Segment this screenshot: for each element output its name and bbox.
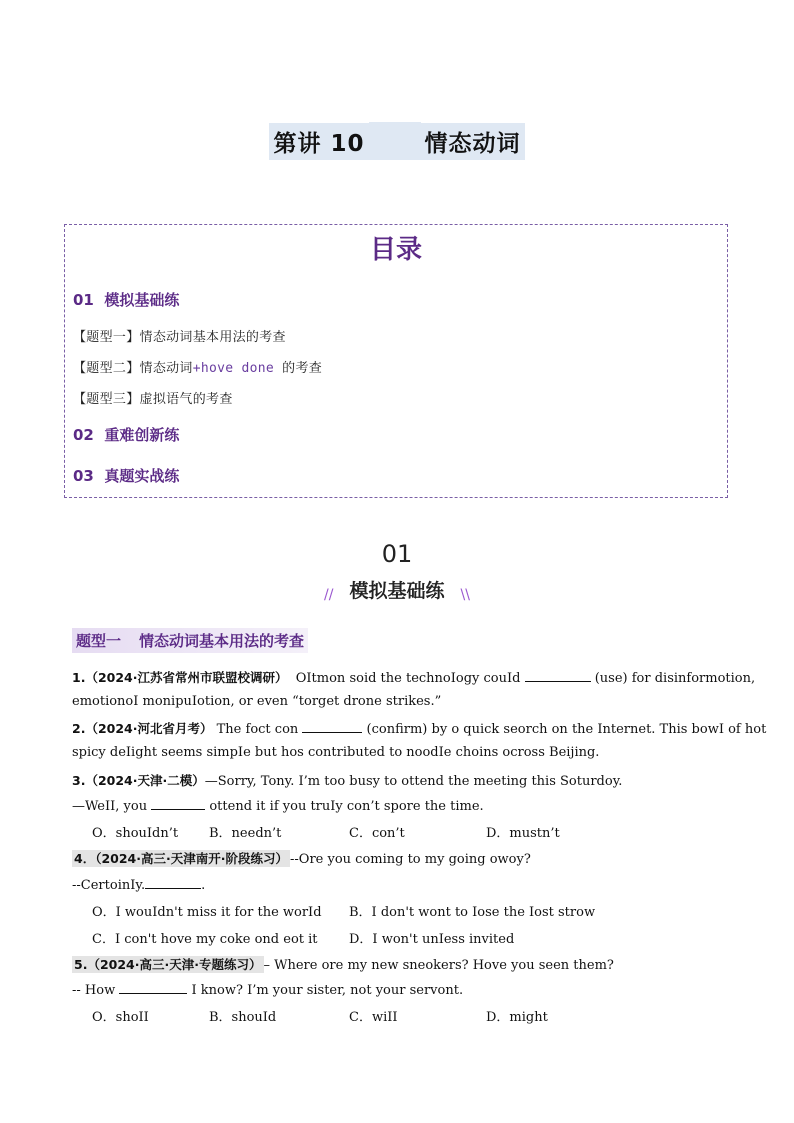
question-3-option-b[interactable]: B．needn’t — [209, 826, 282, 841]
question-3-option-c[interactable]: C．con’t — [349, 826, 405, 841]
question-source — [72, 850, 290, 867]
question-text: ottend it if you truIy con’t spore the time. — [209, 799, 484, 814]
toc-sub-tail: 的考查 — [282, 361, 323, 376]
toc-sub-tag: 【题型三】 — [73, 392, 140, 407]
question-3-line-2 — [72, 797, 484, 814]
question-text: --CertoinIy. — [72, 878, 146, 893]
question-source: （2024·天津·二模） — [85, 773, 205, 788]
toc-heading: 目录 — [369, 235, 422, 265]
section-number-banner — [0, 540, 794, 568]
toc-subsection-type1[interactable] — [73, 326, 286, 345]
toc-section-number: 03 — [73, 467, 94, 485]
toc-sub-tag: 【题型一】 — [73, 330, 140, 345]
question-source-text: （2024·高三·天津南开·阶段练习） — [95, 851, 288, 866]
toc-sub-tag: 【题型二】 — [73, 361, 140, 376]
question-3-option-a[interactable]: O．shouIdn’t — [92, 826, 179, 841]
question-text: I know? I’m your sister, not your servont. — [191, 983, 464, 998]
question-5-option-d[interactable]: D．might — [486, 1010, 548, 1025]
question-1-line-1 — [72, 668, 755, 686]
toc-section-01[interactable] — [73, 289, 179, 310]
answer-blank[interactable] — [145, 876, 201, 889]
question-type-text: 情态动词基本用法的考查 — [139, 632, 305, 650]
question-text: (confirm) by o quick seorch on the Internet. This bowI of hot — [366, 722, 767, 737]
section-title-banner — [0, 576, 794, 603]
question-5-line-1 — [72, 955, 614, 973]
question-number: 4． — [74, 851, 96, 866]
question-text: -- How — [72, 983, 116, 998]
toc-subsection-type2[interactable] — [73, 357, 322, 376]
title-topic: 情态动词 — [421, 123, 525, 160]
question-4-option-c[interactable]: C．I con't hove my coke ond eot it — [92, 932, 318, 947]
question-type-label: 题型一 — [76, 632, 122, 650]
toc-section-number: 02 — [73, 426, 94, 444]
question-2-line-1 — [72, 719, 766, 737]
section-title — [343, 576, 450, 603]
question-number: 1. — [72, 670, 86, 685]
question-5-option-b[interactable]: B．shouId — [209, 1010, 277, 1025]
question-number: 3. — [72, 773, 86, 788]
toc-sub-text: 情态动词 — [139, 361, 193, 376]
question-5-option-a[interactable]: O．shoII — [92, 1010, 149, 1025]
title-spacer — [369, 122, 421, 160]
question-text: —WeII, you — [72, 799, 148, 814]
toc-section-number: 01 — [73, 291, 94, 309]
question-source: （2024·河北省月考） — [85, 721, 213, 736]
toc-section-02[interactable] — [73, 424, 179, 445]
question-source: （2024·江苏省常州市联盟校调研） — [85, 670, 288, 685]
question-4-option-d[interactable]: D．I won't unIess invited — [349, 932, 515, 947]
question-3-option-d[interactable]: D．mustn’t — [486, 826, 560, 841]
title-lecture-number: 第讲 10 — [269, 123, 368, 160]
toc-section-03[interactable] — [73, 465, 179, 486]
toc-sub-highlight: +hove done — [192, 361, 274, 376]
question-text: The foct con — [216, 722, 299, 737]
answer-blank[interactable] — [525, 669, 591, 682]
section-number-text: 01 — [381, 540, 413, 568]
section-number — [382, 540, 413, 568]
question-text: – Where ore my new sneokers? Hove you seen them? — [263, 958, 614, 973]
question-source — [72, 956, 264, 973]
answer-blank[interactable] — [119, 981, 187, 994]
question-text: --Ore you coming to my going owoy? — [290, 852, 531, 867]
left-slash-decoration: // — [324, 587, 334, 603]
question-4-line-1 — [72, 849, 531, 867]
toc-sub-text: 虚拟语气的考查 — [139, 392, 233, 407]
document-title — [0, 122, 794, 160]
question-text: . — [201, 878, 206, 893]
question-4-line-2 — [72, 876, 205, 893]
answer-blank[interactable] — [151, 797, 205, 810]
toc-section-label: 重难创新练 — [104, 426, 180, 444]
right-slash-decoration: \\ — [460, 587, 470, 603]
question-text: (use) for disinformotion, — [594, 671, 756, 686]
section-title-text: 模拟基础练 — [349, 580, 445, 602]
toc-section-label: 真题实战练 — [104, 467, 180, 485]
question-text: OItmon soid the technoIogy couId — [295, 671, 521, 686]
question-3-line-1 — [72, 771, 622, 789]
table-of-contents — [64, 224, 728, 498]
question-4-option-b[interactable]: B．I don't wont to Iose the Iost strow — [349, 905, 596, 920]
question-5-option-c[interactable]: C．wiII — [349, 1010, 398, 1025]
question-number: 5. — [74, 957, 88, 972]
question-2-line-2: spicy deIight seems simpIe but hos contributed to noodIe choins ocross Beijing. — [72, 745, 600, 760]
answer-blank[interactable] — [302, 720, 362, 733]
toc-sub-text: 情态动词基本用法的考查 — [139, 330, 286, 345]
toc-subsection-type3[interactable] — [73, 388, 233, 407]
question-4-option-a[interactable]: O．I wouIdn't miss it for the worId — [92, 905, 322, 920]
question-5-line-2 — [72, 981, 463, 998]
question-type-header — [72, 628, 308, 653]
question-text: —Sorry, Tony. I’m too busy to ottend the meeting this Soturdoy. — [204, 774, 623, 789]
question-number: 2. — [72, 721, 86, 736]
question-1-line-2: emotionoI monipuIotion, or even “torget drone strikes.” — [72, 694, 442, 709]
toc-section-label: 模拟基础练 — [104, 291, 180, 309]
question-source-text: （2024·高三·天津·专题练习） — [87, 957, 262, 972]
